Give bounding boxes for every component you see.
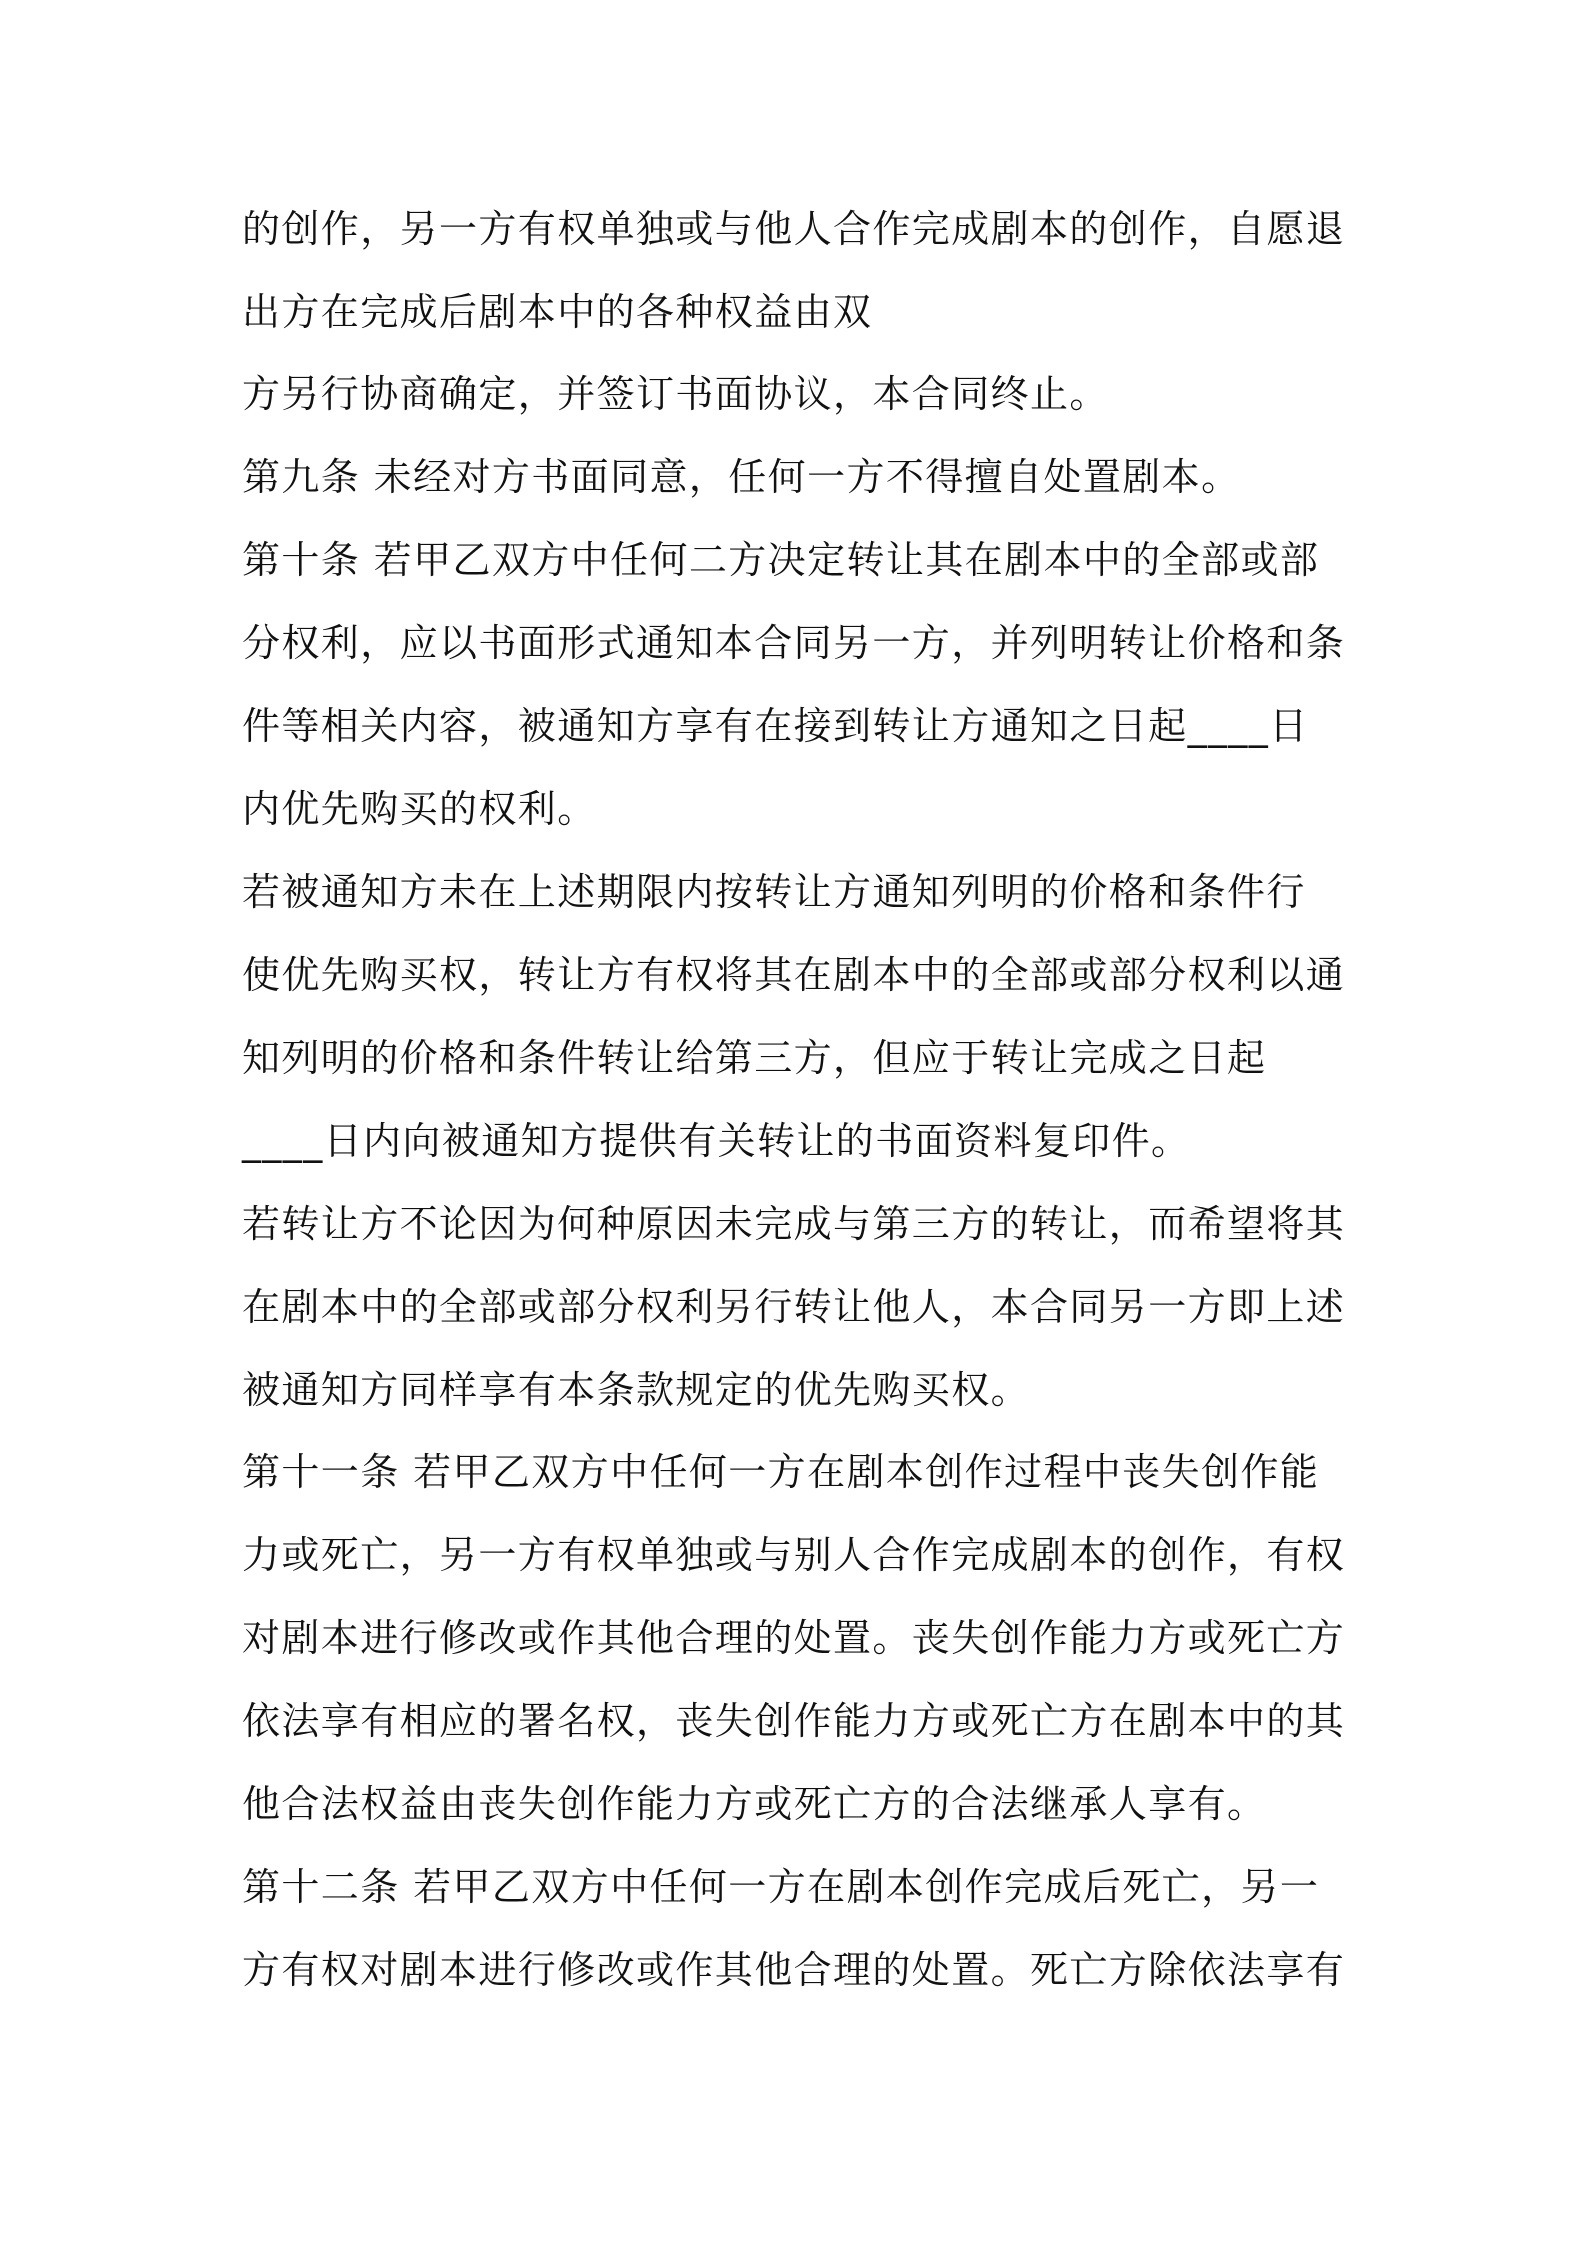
text-line: 依法享有相应的署名权，丧失创作能力方或死亡方在剧本中的其 [242, 1699, 1346, 1743]
article-11-heading: 第十一条 若甲乙双方中任何一方在剧本创作过程中丧失创作能 [242, 1450, 1320, 1494]
text-line: 使优先购买权，转让方有权将其在剧本中的全部或部分权利以通 [242, 953, 1346, 997]
text-line: ____日内向被通知方提供有关转让的书面资料复印件。 [242, 1119, 1191, 1163]
article-10-heading: 第十条 若甲乙双方中任何二方决定转让其在剧本中的全部或部 [242, 538, 1320, 582]
text-line: 被通知方同样享有本条款规定的优先购买权。 [242, 1368, 1031, 1412]
article-9-heading: 第九条 未经对方书面同意，任何一方不得擅自处置剧本。 [242, 455, 1241, 499]
text-line: 他合法权益由丧失创作能力方或死亡方的合法继承人享有。 [242, 1782, 1267, 1826]
text-line: 知列明的价格和条件转让给第三方，但应于转让完成之日起 [242, 1036, 1267, 1080]
text-line: 方有权对剧本进行修改或作其他合理的处置。死亡方除依法享有 [242, 1948, 1346, 1992]
text-line: 出方在完成后剧本中的各种权益由双 [242, 290, 873, 334]
article-12-heading: 第十二条 若甲乙双方中任何一方在剧本创作完成后死亡，另一 [242, 1865, 1320, 1909]
text-line: 件等相关内容，被通知方享有在接到转让方通知之日起____日 [242, 704, 1309, 748]
text-line: 分权利，应以书面形式通知本合同另一方，并列明转让价格和条 [242, 621, 1346, 665]
text-line: 的创作，另一方有权单独或与他人合作完成剧本的创作，自愿退 [242, 207, 1346, 251]
text-line: 力或死亡，另一方有权单独或与别人合作完成剧本的创作，有权 [242, 1533, 1346, 1577]
text-line: 内优先购买的权利。 [242, 787, 597, 831]
text-line: 在剧本中的全部或部分权利另行转让他人，本合同另一方即上述 [242, 1285, 1346, 1329]
text-line: 方另行协商确定，并签订书面协议，本合同终止。 [242, 372, 1109, 416]
text-line: 若被通知方未在上述期限内按转让方通知列明的价格和条件行 [242, 870, 1306, 914]
text-line: 对剧本进行修改或作其他合理的处置。丧失创作能力方或死亡方 [242, 1616, 1346, 1660]
text-line: 若转让方不论因为何种原因未完成与第三方的转让，而希望将其 [242, 1202, 1346, 1246]
